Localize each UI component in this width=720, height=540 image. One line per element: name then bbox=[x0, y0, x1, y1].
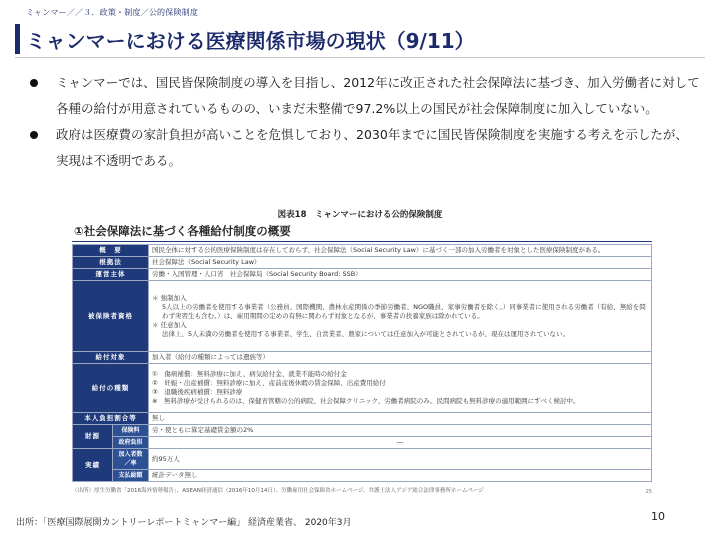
insured-line: 5人以上の労働者を使用する事業者（公務員、国際機関、農林水産関係の季節労働者、NGO職員、家事労働者を除く。）同事業者に使用される労働者（有給、無給を問わず実習生も含む。）は、雇用期間の定めの有無に関わらず対象となるが、事業者の扶養家族は除かれている。 bbox=[162, 302, 646, 320]
row-label: 概 要 bbox=[73, 245, 149, 257]
table-row bbox=[73, 257, 652, 269]
table-row bbox=[73, 352, 652, 364]
bullet-dot-icon bbox=[30, 79, 38, 87]
figure-heading: ①社会保障法に基づく各種給付制度の概要 bbox=[74, 224, 291, 238]
benefit-system-table bbox=[72, 244, 652, 482]
bullet-list bbox=[30, 70, 700, 174]
benefit-type-line: ① 傷病補償：無料診療に加え、病気給付金、就業不能時の給付金 bbox=[152, 370, 347, 378]
row-value: 無し bbox=[149, 413, 652, 425]
row-value: 労働・入国管理・人口省 社会保障局（Social Security Board: SSB） bbox=[149, 269, 652, 281]
table-row bbox=[73, 437, 652, 449]
insured-line: 法律上、5人未満の労働者を使用する事業者、学生、自営業者、農家については任意加入が可能とされているが、現在は運用されていない。 bbox=[162, 329, 570, 338]
row-sublabel: 政府負担 bbox=[113, 437, 149, 449]
insured-line: ＊ 任意加入 bbox=[152, 320, 187, 329]
bullet-item bbox=[30, 70, 700, 122]
table-row bbox=[73, 449, 652, 470]
benefit-type-line: ③ 退職後疾病補償：無料診療 bbox=[152, 388, 243, 396]
row-label: 財源 bbox=[73, 425, 113, 449]
row-label: 運営主体 bbox=[73, 269, 149, 281]
row-value bbox=[149, 281, 652, 352]
figure-source: （出所）厚生労働省「2016海外情勢報告」、ASEAN経済通信（2016年10月14日）、労働雇用社会保障省ホームページ、弁護士法人アジア総合法律事務所ホームページ bbox=[72, 488, 484, 494]
row-sublabel: 加入者数／率 bbox=[113, 449, 149, 470]
row-sublabel: 支払総額 bbox=[113, 470, 149, 482]
row-label: 本人負担割合等 bbox=[73, 413, 149, 425]
row-value: ― bbox=[149, 437, 652, 449]
table-row bbox=[73, 425, 652, 437]
row-label: 給付対象 bbox=[73, 352, 149, 364]
page-title: ミャンマーにおける医療関係市場の現状（9/11） bbox=[26, 29, 475, 53]
row-label: 根拠法 bbox=[73, 257, 149, 269]
table-row bbox=[73, 245, 652, 257]
figure-caption: 図表18 ミャンマーにおける公的保険制度 bbox=[277, 210, 443, 220]
row-value: 労・使ともに算定基礎賃金額の2% bbox=[149, 425, 652, 437]
source-note: 出所：「医療国際展開カントリーレポートミャンマー編」 経済産業省、 2020年3月 bbox=[16, 518, 352, 528]
table-row bbox=[73, 413, 652, 425]
row-value: 国民全体に対する公的医療保険制度は存在しておらず、社会保障法（Social Security Law）に基づく一部の加入労働者を対象とした医療保険制度がある。 bbox=[149, 245, 652, 257]
row-value: 社会保障法（Social Security Law） bbox=[149, 257, 652, 269]
bullet-item bbox=[30, 122, 700, 174]
table-row bbox=[73, 364, 652, 413]
row-value: 約95万人 bbox=[149, 449, 652, 470]
breadcrumb: ミャンマー／／３．政策・制度／公的保険制度 bbox=[26, 8, 199, 17]
row-value bbox=[149, 364, 652, 413]
page-number: 10 bbox=[651, 510, 665, 523]
insured-line: ＊ 強制加入 bbox=[152, 293, 187, 302]
figure-image bbox=[68, 221, 656, 496]
table-row bbox=[73, 281, 652, 352]
benefit-type-line: ※ 無料診療が受けられるのは、保健省管轄の公的病院、社会保障クリニック、労働者病院のみ。民間病院も無料診療の適用範囲にすべく検討中。 bbox=[152, 397, 580, 405]
row-value: 加入者（給付の種類によっては遺族等） bbox=[149, 352, 652, 364]
table-row bbox=[73, 470, 652, 482]
row-label: 実績 bbox=[73, 449, 113, 482]
bullet-text: 政府は医療費の家計負担が高いことを危惧しており、2030年までに国民皆保険制度を実施する考えを示したが、実現は不透明である。 bbox=[56, 127, 688, 168]
bullet-dot-icon bbox=[30, 131, 38, 139]
row-sublabel: 保険料 bbox=[113, 425, 149, 437]
row-label: 被保険者資格 bbox=[73, 281, 149, 352]
bullet-text: ミャンマーでは、国民皆保険制度の導入を目指し、2012年に改正された社会保障法に基づき、加入労働者に対して各種の給付が用意されているものの、いまだ未整備で97.2%以上の国民が社会保障制度に加入していない。 bbox=[56, 75, 700, 116]
benefit-type-line: ② 妊娠・出産補償：無料診療に加え、産前産後休暇の賃金保障、出産費用給付 bbox=[152, 379, 386, 387]
row-value: 統計データ無し bbox=[149, 470, 652, 482]
figure-page-number: 25 bbox=[645, 489, 652, 495]
row-label: 給付の種類 bbox=[73, 364, 149, 413]
title-accent-bar bbox=[15, 24, 20, 54]
table-row bbox=[73, 269, 652, 281]
title-divider bbox=[15, 57, 705, 58]
figure-heading-rule bbox=[72, 241, 652, 242]
